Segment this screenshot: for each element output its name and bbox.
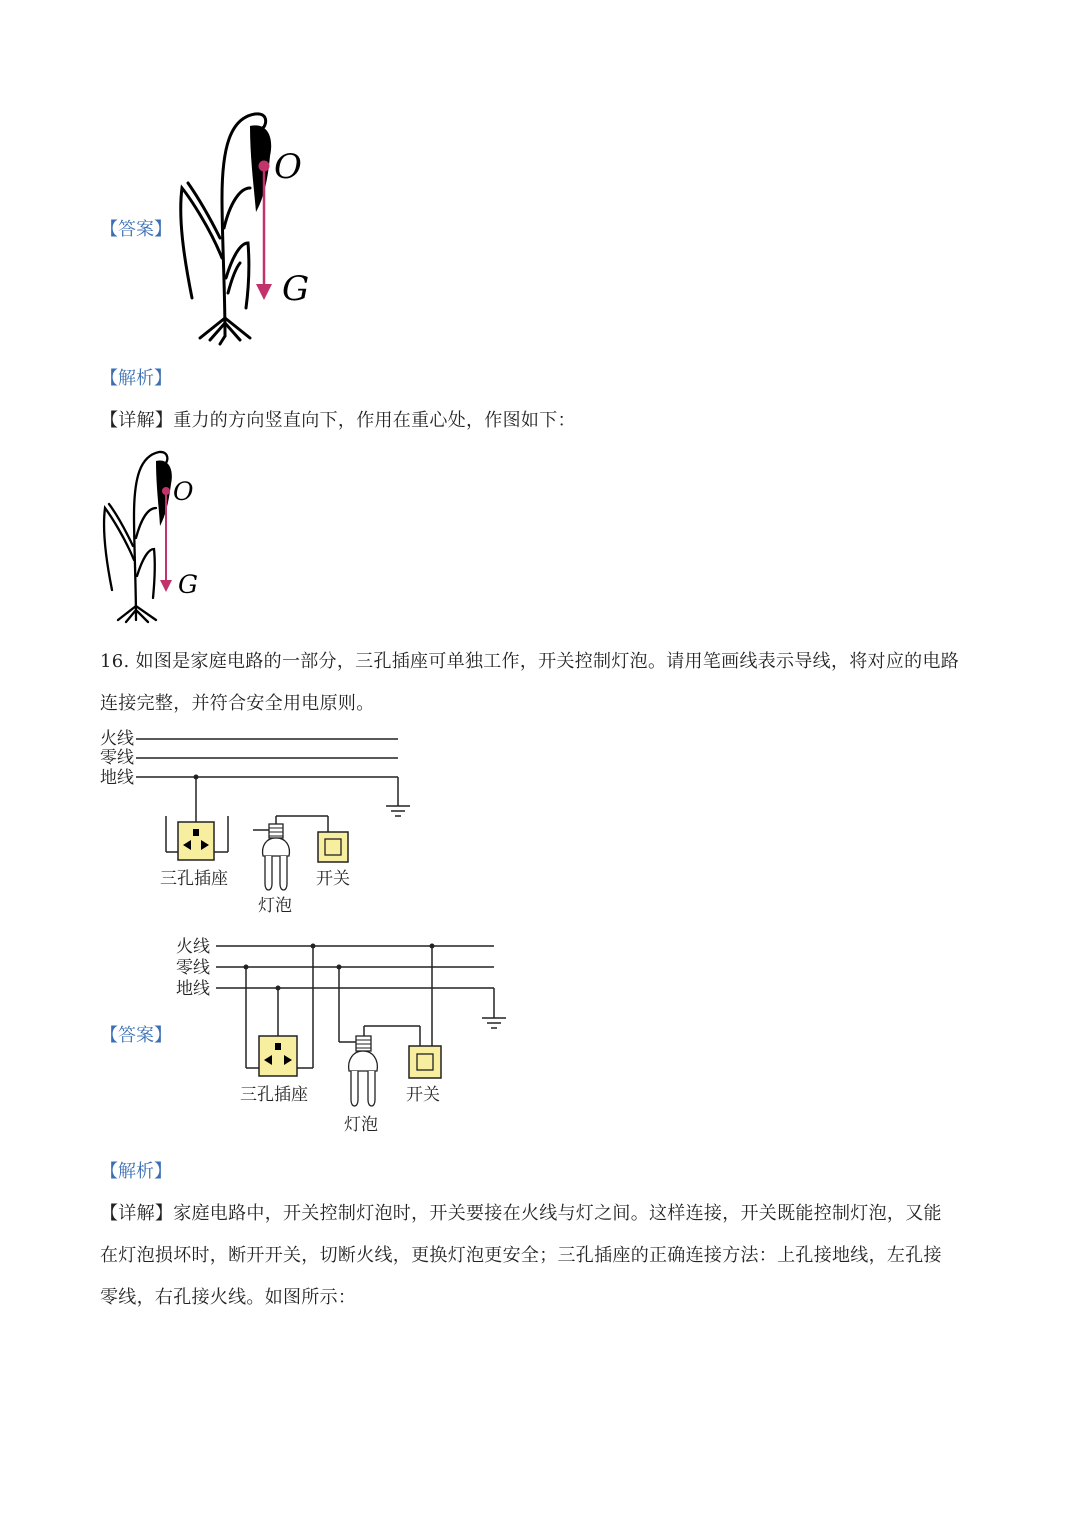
label-socket: 三孔插座 xyxy=(160,869,228,889)
plant-gravity-figure xyxy=(170,108,330,348)
point-o-label: O xyxy=(274,147,302,187)
label-live-answer: 火线 xyxy=(176,937,210,957)
detail-2-line2: 在灯泡损坏时，断开开关，切断火线，更换灯泡更安全；三孔插座的正确连接方法：上孔接地线，左孔接 xyxy=(100,1245,942,1266)
detail-2-text-1: 家庭电路中，开关控制灯泡时，开关要接在火线与灯之间。这样连接，开关既能控制灯泡，又能 xyxy=(173,1203,942,1224)
detail-tag: 【详解】 xyxy=(100,410,174,431)
detail-tag-2: 【详解】 xyxy=(100,1203,174,1224)
switch-box xyxy=(318,832,348,862)
label-live: 火线 xyxy=(100,729,134,749)
detail-1 xyxy=(100,406,576,432)
plant-gravity-figure-small xyxy=(96,448,216,628)
detail-2-line1 xyxy=(100,1199,942,1225)
label-bulb: 灯泡 xyxy=(258,896,292,916)
answer-tag-2: 【答案】 xyxy=(100,1025,172,1046)
analysis-tag-2: 【解析】 xyxy=(100,1161,172,1182)
center-of-gravity-dot xyxy=(259,161,270,172)
gravity-arrow-head-small xyxy=(160,580,172,592)
force-g-label: G xyxy=(282,269,310,309)
circuit-answer-figure xyxy=(172,930,512,1140)
center-of-gravity-dot-small xyxy=(162,487,170,495)
three-hole-socket xyxy=(178,822,214,860)
answer-tag: 【答案】 xyxy=(100,219,172,240)
label-bulb-answer: 灯泡 xyxy=(344,1115,378,1135)
label-switch-answer: 开关 xyxy=(406,1085,440,1105)
bulb-answer xyxy=(349,1036,378,1106)
question-16-line2: 连接完整，并符合安全用电原则。 xyxy=(100,693,375,714)
three-hole-socket-answer xyxy=(259,1036,297,1076)
label-ground-answer: 地线 xyxy=(176,979,210,999)
question-16-line1: 16. 如图是家庭电路的一部分，三孔插座可单独工作，开关控制灯泡。请用笔画线表示导线，将对应的电路 xyxy=(100,651,960,672)
label-switch: 开关 xyxy=(316,869,350,889)
force-g-label-small: G xyxy=(178,570,198,599)
point-o-label-small: O xyxy=(173,477,194,506)
label-ground: 地线 xyxy=(100,768,134,788)
detail-2-line3: 零线，右孔接火线。如图所示： xyxy=(100,1287,357,1308)
bulb xyxy=(263,824,290,890)
analysis-tag: 【解析】 xyxy=(100,368,172,389)
detail-text: 重力的方向竖直向下，作用在重心处，作图如下： xyxy=(173,410,576,431)
circuit-question-figure xyxy=(96,724,426,924)
gravity-arrow-head xyxy=(256,284,272,300)
label-neutral-answer: 零线 xyxy=(176,958,210,978)
switch-box-answer xyxy=(409,1046,441,1078)
label-socket-answer: 三孔插座 xyxy=(240,1085,308,1105)
label-neutral: 零线 xyxy=(100,748,134,768)
